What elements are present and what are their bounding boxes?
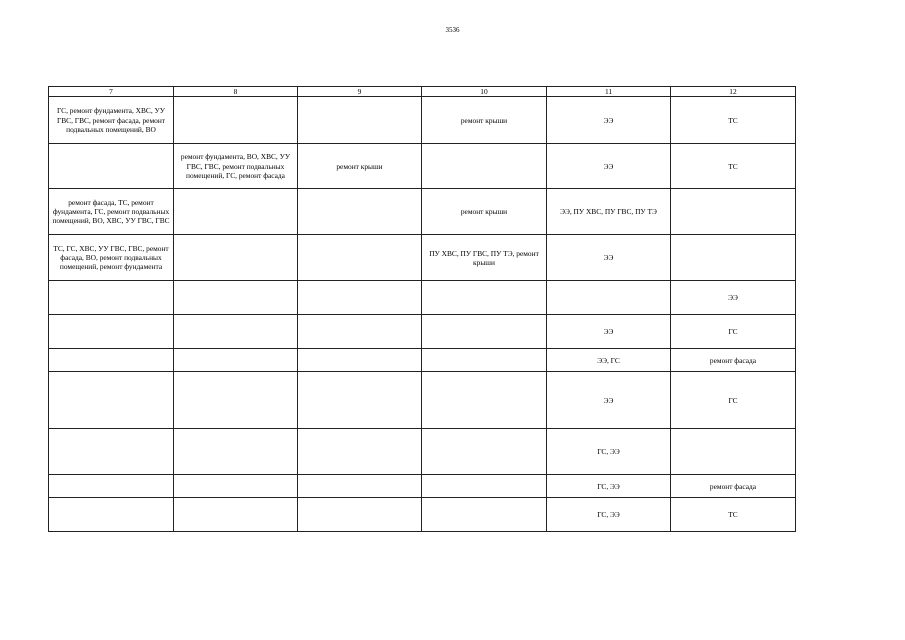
table-row xyxy=(49,281,796,315)
table-cell xyxy=(422,144,547,189)
table-cell: ЭЭ, ПУ ХВС, ПУ ГВС, ПУ ТЭ xyxy=(547,189,671,235)
table-cell: ЭЭ xyxy=(547,144,671,189)
table-row xyxy=(49,429,796,475)
table-cell xyxy=(671,235,796,281)
table-cell xyxy=(174,429,298,475)
header-row xyxy=(49,87,796,97)
table-cell: ЭЭ xyxy=(547,372,671,429)
table-row xyxy=(49,97,796,144)
table-cell xyxy=(422,281,547,315)
table-cell: ГС xyxy=(671,315,796,349)
table-cell: ПУ ХВС, ПУ ГВС, ПУ ТЭ, ремонт крыши xyxy=(422,235,547,281)
table-row xyxy=(49,475,796,498)
table-cell xyxy=(298,189,422,235)
table-cell xyxy=(174,97,298,144)
table-cell xyxy=(49,429,174,475)
table-cell xyxy=(298,349,422,372)
page-number: 3536 xyxy=(445,26,460,34)
table-cell xyxy=(422,429,547,475)
table-cell xyxy=(422,315,547,349)
column-header-11: 11 xyxy=(547,87,671,97)
table-cell: ГС xyxy=(671,372,796,429)
table-cell: ТС xyxy=(671,498,796,532)
table-cell: ТС xyxy=(671,97,796,144)
table-cell xyxy=(298,97,422,144)
table-cell xyxy=(174,349,298,372)
table-cell: ремонт фундамента, ВО, ХВС, УУ ГВС, ГВС, ремонт подвальных помещений, ГС, ремонт фасада xyxy=(174,144,298,189)
table-cell: ГС, ЭЭ xyxy=(547,475,671,498)
column-header-9: 9 xyxy=(298,87,422,97)
table-cell xyxy=(298,315,422,349)
table-cell xyxy=(671,429,796,475)
table-cell: ремонт фасада, ТС, ремонт фундамента, ГС, ремонт подвальных помещений, ВО, ХВС, УУ ГВС, ГВС xyxy=(49,189,174,235)
table-cell xyxy=(422,372,547,429)
table-row xyxy=(49,498,796,532)
table-cell xyxy=(298,475,422,498)
table-cell xyxy=(49,372,174,429)
table-cell xyxy=(174,372,298,429)
table-cell xyxy=(422,498,547,532)
table-cell: ремонт крыши xyxy=(298,144,422,189)
table-row xyxy=(49,235,796,281)
table-row xyxy=(49,144,796,189)
table-cell xyxy=(49,475,174,498)
table-cell xyxy=(174,189,298,235)
table-cell xyxy=(49,281,174,315)
table-cell xyxy=(174,235,298,281)
repair-schedule-table xyxy=(48,86,796,532)
table-cell: ТС, ГС, ХВС, УУ ГВС, ГВС, ремонт фасада, ВО, ремонт подвальных помещений, ремонт фундамента xyxy=(49,235,174,281)
table-cell xyxy=(49,498,174,532)
table-cell: ремонт крыши xyxy=(422,97,547,144)
table-cell: ГС, ЭЭ xyxy=(547,498,671,532)
table-cell xyxy=(49,349,174,372)
table-cell xyxy=(49,144,174,189)
table-cell: ЭЭ, ГС xyxy=(547,349,671,372)
table-cell xyxy=(174,281,298,315)
table-cell: ТС xyxy=(671,144,796,189)
table-cell: ГС, ремонт фундамента, ХВС, УУ ГВС, ГВС, ремонт фасада, ремонт подвальных помещений, ВО xyxy=(49,97,174,144)
table-row xyxy=(49,372,796,429)
table-cell xyxy=(49,315,174,349)
table-cell xyxy=(671,189,796,235)
column-header-7: 7 xyxy=(49,87,174,97)
table-row xyxy=(49,189,796,235)
table-cell: ГС, ЭЭ xyxy=(547,429,671,475)
table-cell xyxy=(298,429,422,475)
table-cell: ремонт крыши xyxy=(422,189,547,235)
table-cell: ремонт фасада xyxy=(671,475,796,498)
table-cell: ремонт фасада xyxy=(671,349,796,372)
table-cell xyxy=(422,349,547,372)
table-cell: ЭЭ xyxy=(547,97,671,144)
table-cell xyxy=(298,281,422,315)
table-cell xyxy=(174,315,298,349)
column-header-12: 12 xyxy=(671,87,796,97)
table-cell: ЭЭ xyxy=(547,315,671,349)
table-cell xyxy=(298,372,422,429)
table-row xyxy=(49,349,796,372)
column-header-8: 8 xyxy=(174,87,298,97)
table-cell xyxy=(422,475,547,498)
table-cell xyxy=(174,498,298,532)
table-row xyxy=(49,315,796,349)
table-cell: ЭЭ xyxy=(671,281,796,315)
table-cell xyxy=(547,281,671,315)
table-cell: ЭЭ xyxy=(547,235,671,281)
table-cell xyxy=(174,475,298,498)
table-cell xyxy=(298,235,422,281)
table-cell xyxy=(298,498,422,532)
column-header-10: 10 xyxy=(422,87,547,97)
